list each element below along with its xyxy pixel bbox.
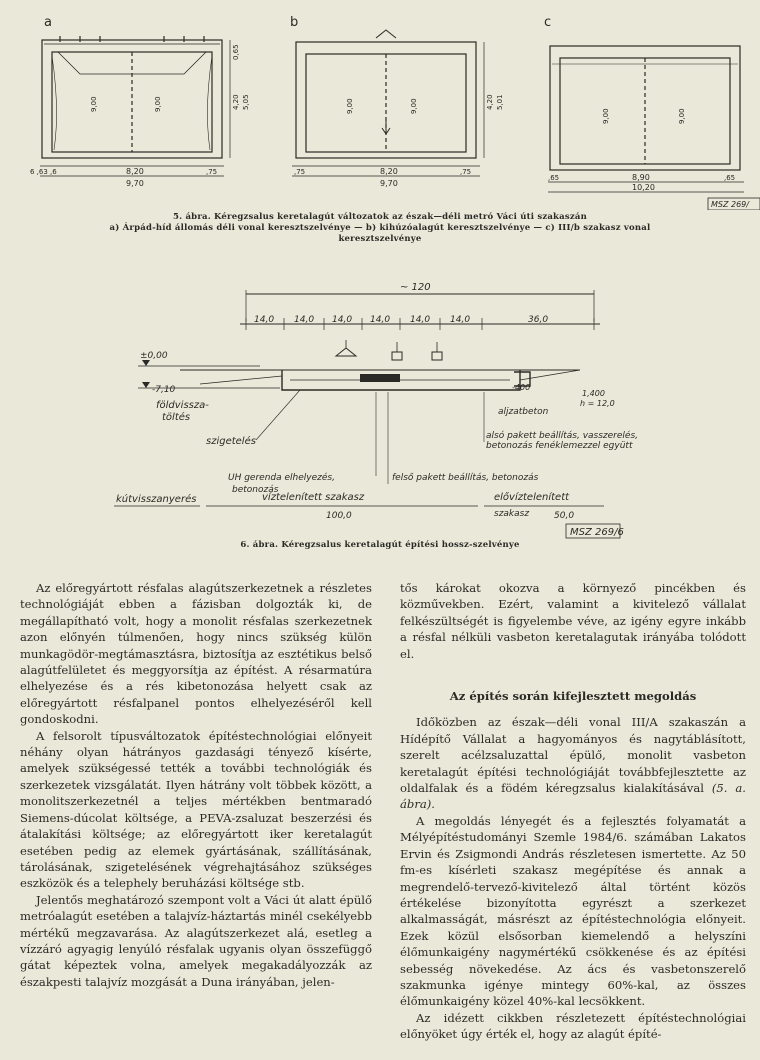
figure-6-caption: 6. ábra. Kéregzsalus keretalagút építési hossz-szelvénye xyxy=(240,540,520,550)
svg-text:-7,10: -7,10 xyxy=(152,385,176,395)
svg-text:14,0: 14,0 xyxy=(332,315,353,325)
svg-text:szakasz: szakasz xyxy=(494,509,530,519)
svg-text:földvissza-: földvissza- xyxy=(156,400,209,411)
cross-section-b xyxy=(292,30,484,176)
svg-text:9,00: 9,00 xyxy=(154,96,162,112)
svg-text:betonozás: betonozás xyxy=(232,485,279,495)
svg-text:4,20: 4,20 xyxy=(232,94,240,110)
svg-text:,65: ,65 xyxy=(548,174,560,182)
figure-6-drawing xyxy=(0,262,760,542)
svg-text:9,00: 9,00 xyxy=(346,98,354,114)
figure-5-drawing xyxy=(0,0,760,210)
section-heading: Az építés során kifejlesztett megoldás xyxy=(449,689,697,704)
panel-label-a: a xyxy=(44,15,52,30)
svg-text:10,20: 10,20 xyxy=(632,183,655,192)
svg-text:5,05: 5,05 xyxy=(242,94,250,110)
svg-text:1,400: 1,400 xyxy=(582,389,605,398)
svg-text:9,00: 9,00 xyxy=(602,108,610,124)
svg-text:4,20: 4,20 xyxy=(486,94,494,110)
svg-text:9,00: 9,00 xyxy=(90,96,98,112)
svg-text:alsó pakett beállítás, vasszer: alsó pakett beállítás, vasszerelés, xyxy=(486,431,638,441)
svg-text:9,70: 9,70 xyxy=(126,179,144,188)
svg-text:betonozás fenéklemezzel együtt: betonozás fenéklemezzel együtt xyxy=(486,441,633,451)
paragraph: A felsorolt típusváltozatok építéstechnológiai előnyeit néhány olyan hátrányos gazdasági tényező kísérte, amelyek szükségessé tették a további technológiák és szerkezetek vizsgálatát. Ilyen hátrány volt többek között, a monolitszerkezetnél a teljes mértékben bentmaradó Siemens-dúcolat költsége, a PEVA-zsaluzat beszerzési és átalakítási költsége; az előregyártott iker keretalagút esetében pedig az elemek gyártásának, szállításának, tárolásának, szigetelésének végrehajtásához szükséges eszközök és a telephely beruházási költsége stb. xyxy=(20,728,372,891)
svg-text:9,00: 9,00 xyxy=(678,108,686,124)
left-text-column xyxy=(20,580,372,990)
svg-text:-400: -400 xyxy=(512,383,531,392)
svg-text:50,0: 50,0 xyxy=(554,511,575,521)
svg-text:14,0: 14,0 xyxy=(254,315,275,325)
svg-text:UH gerenda elhelyezés,: UH gerenda elhelyezés, xyxy=(228,473,335,483)
paragraph: Időközben az észak—déli vonal III/A szakaszán a Hídépítő Vállalat a hagyományos és nagytáblásított, szerelt acélzsaluzattal épülő, monolit vasbeton keretalagút építési technológiáját továbbfejlesztette az oldalfalak és a födém kéregzsalus kialakításával (5. a. ábra). xyxy=(400,715,746,812)
svg-text:,75: ,75 xyxy=(206,168,218,176)
paragraph: Jelentős meghatározó szempont volt a Váci út alatt épülő metróalagút esetében a talajvíz-háztartás minél csekélyebb mértékű megzavarása. Az alagútszerkezet alá, esetleg a vízzáró agyagig lenyúló résfalak ugyanis olyan összefüggő gátat képeztek volna, amelyek megakadályozzák az északpesti talajvíz mozgását a Duna irányában, jelen- xyxy=(20,892,372,989)
svg-text:szigetelés: szigetelés xyxy=(206,436,256,447)
paragraph: A megoldás lényegét és a fejlesztés folyamatát a Mélyépítéstudományi Szemle 1984/6. számában Lakatos Ervin és Zsigmondi András részletesen ismertette. Az 50 fm-es kísérleti szakasz megépítése és annak a megrendelő-tervező-kivitelező által történt közös értékelése bizonyította egyrészt a szerkezet alkalmasságát, másrészt az építéstechnológia előnyeit. Ezek közül elsősorban kiemelendő a helyszíni élőmunkaigény nagymértékű csökkenése és az építési sebesség növekedése. Az ács és vasbetonszerelő szakmunka igénye mintegy 60%-kal, az összes élőmunkaigény közel 40%-kal lecsökkent. xyxy=(400,813,746,1009)
svg-text:36,0: 36,0 xyxy=(528,315,549,325)
svg-text:víztelenített szakasz: víztelenített szakasz xyxy=(262,492,365,503)
svg-text:14,0: 14,0 xyxy=(450,315,471,325)
svg-text:6 ,63 ,6: 6 ,63 ,6 xyxy=(30,168,57,176)
cross-section-c xyxy=(548,46,744,192)
svg-text:14,0: 14,0 xyxy=(370,315,391,325)
svg-text:14,0: 14,0 xyxy=(410,315,431,325)
svg-text:14,0: 14,0 xyxy=(294,315,315,325)
msz-label-6: MSZ 269/6 xyxy=(570,527,624,538)
svg-text:,75: ,75 xyxy=(460,168,472,176)
right-text-column xyxy=(400,580,746,1043)
svg-text:kútvisszanyerés: kútvisszanyerés xyxy=(116,494,197,505)
svg-text:5,01: 5,01 xyxy=(496,94,504,110)
paragraph: tős károkat okozva a környező pincékben és közművekben. Ezért, valamint a kivitelező vállalat felkészültségét is figyelembe véve, az igény egyre inkább a résfal nélküli vasbeton keretalagutak irányába tolódott el. xyxy=(400,581,746,661)
svg-text:9,00: 9,00 xyxy=(410,98,418,114)
cross-section-a xyxy=(40,36,230,176)
svg-text:elővíztelenített: elővíztelenített xyxy=(494,492,570,503)
svg-text:töltés: töltés xyxy=(162,412,191,423)
paragraph: Az idézett cikkben részletezett építéstechnológiai előnyöket úgy érték el, hogy az alagút építé- xyxy=(400,1010,746,1042)
svg-text:h = 12,0: h = 12,0 xyxy=(580,399,615,408)
svg-text:8,90: 8,90 xyxy=(632,173,650,182)
svg-text:,75: ,75 xyxy=(294,168,306,176)
svg-text:aljzatbeton: aljzatbeton xyxy=(498,407,549,417)
panel-label-c: c xyxy=(544,15,552,30)
svg-text:felső pakett beállítás, betono: felső pakett beállítás, betonozás xyxy=(392,473,539,483)
svg-text:8,20: 8,20 xyxy=(126,167,144,176)
svg-text:8,20: 8,20 xyxy=(380,167,398,176)
panel-label-b: b xyxy=(290,15,299,30)
svg-text:0,65: 0,65 xyxy=(232,44,240,60)
svg-text:9,70: 9,70 xyxy=(380,179,398,188)
overall-length: ~ 120 xyxy=(400,282,431,293)
msz-label-5: MSZ 269/ xyxy=(711,200,749,209)
paragraph: Az előregyártott résfalas alagútszerkezetnek a részletes technológiáját ebben a fázisban dolgozták ki, de megállapítható volt, hogy a monolit résfalas szerkezetnek azon előnyén túlmenően, hogy nincs szükség külön munkagödör-megtámasztásra, biztosítja az esztétikus belső alagútfelületet és meggyorsítja az építést. A résarmatúra elhelyezése és a rés kibetonozása helyett csak az előregyártott résfalpanel pontos elhelyezéséről kell gondoskodni. xyxy=(20,581,372,727)
figure-5-caption: 5. ábra. Kéregzsalus keretalagút változatok az észak—déli metró Váci úti szakaszán a) Árpád-híd állomás déli vonal keresztszelvénye — b) kihúzóalagút keresztszelvénye — c) III/b szakasz vonal keresztszelvénye xyxy=(109,212,651,244)
svg-text:±0,00: ±0,00 xyxy=(140,351,168,361)
svg-text:100,0: 100,0 xyxy=(326,511,352,521)
svg-text:,65: ,65 xyxy=(724,174,736,182)
